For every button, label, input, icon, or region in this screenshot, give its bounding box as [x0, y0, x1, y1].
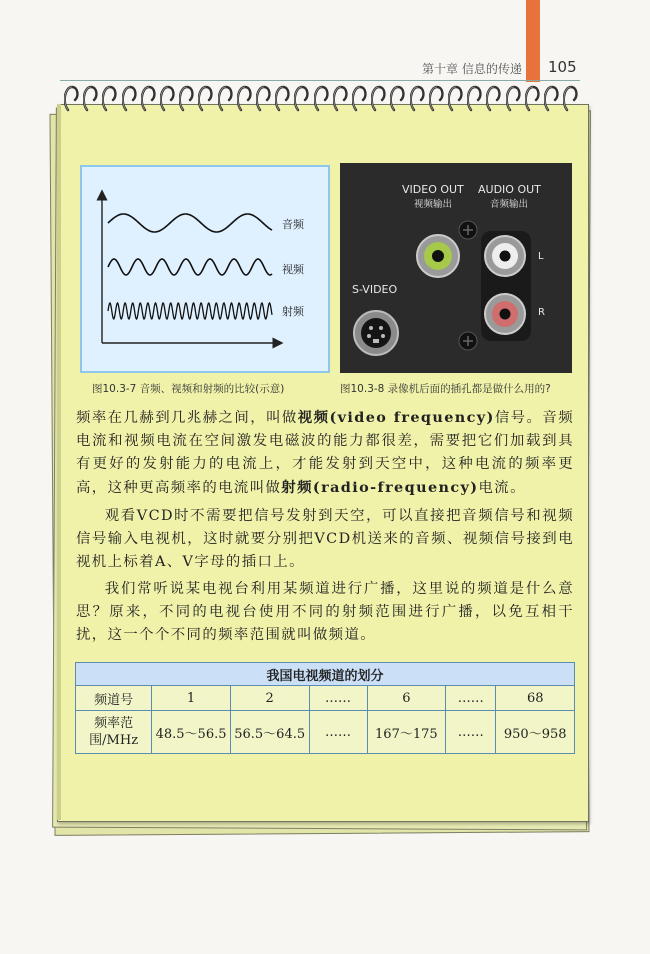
spiral-ring [352, 84, 368, 112]
spiral-ring [64, 84, 80, 112]
audio-label: 音频 [282, 218, 304, 231]
term-radio-frequency-english: (radio-frequency) [312, 479, 479, 496]
table-cell: 2 [230, 686, 309, 711]
right-channel-label: R [538, 307, 545, 318]
term-video: 视频 [297, 409, 330, 426]
left-channel-label: L [538, 251, 544, 262]
waveform-diagram [82, 167, 328, 371]
spiral-ring [275, 84, 291, 112]
audio-out-cn-label: 音频输出 [490, 199, 529, 210]
table-cell: …… [446, 686, 496, 711]
spiral-ring [410, 84, 426, 112]
channel-division-table [75, 662, 575, 754]
spiral-ring [294, 84, 310, 112]
table-row-frequency-range [76, 711, 575, 754]
spiral-ring [198, 84, 214, 112]
audio-wave [108, 214, 272, 232]
spiral-ring [390, 84, 406, 112]
spiral-ring [102, 84, 118, 112]
vcr-panel-diagram [340, 163, 572, 373]
audio-right-jack-icon [485, 294, 525, 334]
notepad-margin [57, 104, 61, 820]
p1-text-d: 信号。音频电流和视频电流在空间激发电磁波的能力都很差，需要把它们加载到具有更好的发射能力的电流上，才能发射到天空中，这种电流的频率更高，这种更高频率的电流叫做 [76, 410, 574, 496]
video-out-label: VIDEO OUT [402, 183, 464, 196]
term-video-english: (video frequency) [329, 409, 495, 426]
term-radio-frequency: 射频 [281, 479, 313, 496]
page-header [380, 58, 580, 78]
spiral-ring [486, 84, 502, 112]
chapter-title: 第十章 信息的传递 [422, 62, 522, 76]
spiral-ring [237, 84, 253, 112]
vcr-rear-panel-photo [340, 163, 572, 373]
screw-bottom-icon [459, 332, 477, 350]
spiral-ring [83, 84, 99, 112]
paragraph-2: 观看VCD时不需要把信号发射到天空，可以直接把音频信号和视频信号输入电视机，这时就要分别把VCD机送来的音频、视频信号接到电视机上标着A、V字母的插口上。 [76, 508, 574, 570]
table-cell: 48.5～56.5 [152, 711, 231, 754]
spiral-ring [122, 84, 138, 112]
spiral-ring [256, 84, 272, 112]
table-header-channel: 频道号 [76, 686, 152, 711]
table-cell: 167～175 [367, 711, 446, 754]
paragraph-3: 我们常听说某电视台利用某频道进行广播，这里说的频道是什么意思？原来，不同的电视台使用不同的射频范围进行广播，以免互相干扰，这一个个不同的频率范围就叫做频道。 [76, 581, 574, 643]
figure2-caption: 图10.3-8 录像机后面的插孔都是做什么用的? [340, 383, 551, 395]
spiral-ring [314, 84, 330, 112]
table-cell: 68 [496, 686, 575, 711]
rf-label: 射频 [282, 305, 304, 318]
spiral-ring [333, 84, 349, 112]
s-video-label: S-VIDEO [352, 283, 398, 296]
video-wave [108, 259, 272, 275]
table-cell: …… [309, 686, 367, 711]
spiral-ring [429, 84, 445, 112]
s-video-jack-icon [354, 311, 398, 355]
spiral-binding [64, 84, 584, 118]
channel-table [75, 662, 575, 754]
spiral-ring [544, 84, 560, 112]
table-cell: 6 [367, 686, 446, 711]
spiral-ring [525, 84, 541, 112]
frequency-comparison-figure [80, 165, 330, 373]
audio-out-label: AUDIO OUT [478, 183, 541, 196]
p1-text-g: 电流。 [478, 480, 526, 496]
screw-top-icon [459, 221, 477, 239]
video-label: 视频 [282, 263, 304, 276]
spiral-ring [506, 84, 522, 112]
page-number: 105 [548, 58, 577, 76]
spiral-ring [141, 84, 157, 112]
table-cell: 950～958 [496, 711, 575, 754]
spiral-ring [467, 84, 483, 112]
paragraph-1 [76, 406, 574, 500]
table-cell: …… [446, 711, 496, 754]
spiral-ring [160, 84, 176, 112]
video-jack-icon [417, 235, 459, 277]
figure1-caption: 图10.3-7 音频、视频和射频的比较(示意) [92, 383, 285, 395]
table-header-frequency: 频率范围/MHz [76, 711, 152, 754]
spiral-ring [179, 84, 195, 112]
spiral-ring [448, 84, 464, 112]
table-title: 我国电视频道的划分 [76, 663, 575, 686]
p1-text-a: 频率在几赫到几兆赫之间，叫做 [76, 410, 298, 426]
table-row-channel-number [76, 686, 575, 711]
table-cell: 1 [152, 686, 231, 711]
table-cell: 56.5～64.5 [230, 711, 309, 754]
video-out-cn-label: 视频输出 [414, 199, 453, 210]
spiral-ring [218, 84, 234, 112]
spiral-ring [371, 84, 387, 112]
header-rule [60, 80, 580, 81]
table-cell: …… [309, 711, 367, 754]
radio-wave [108, 303, 272, 319]
audio-left-jack-icon [485, 236, 525, 276]
spiral-ring [563, 84, 579, 112]
